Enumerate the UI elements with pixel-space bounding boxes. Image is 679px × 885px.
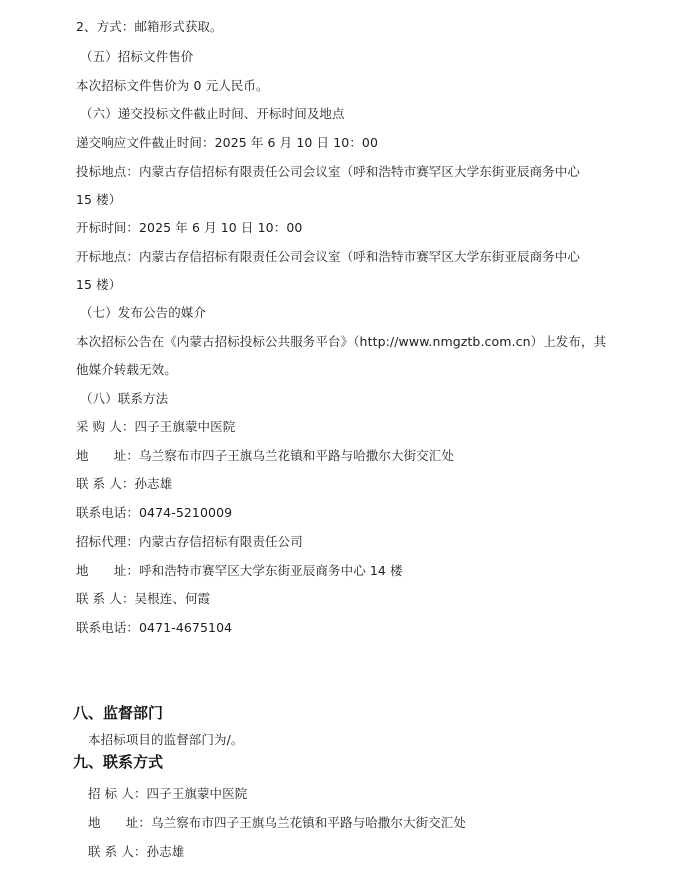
submission-deadline-line: 递交响应文件截止时间：2025 年 6 月 10 日 10：00 — [76, 135, 379, 150]
purchaser-contact-line: 联 系 人：孙志雄 — [76, 476, 173, 491]
tenderer-address-line: 地 址：乌兰察布市四子王旗乌兰花镇和平路与哈撒尔大街交汇处 — [88, 815, 467, 830]
agent-phone-line: 联系电话：0471-4675104 — [76, 620, 233, 635]
subheading-media: （七）发布公告的媒介 — [80, 305, 207, 320]
tenderer-contact-line: 联 系 人：孙志雄 — [88, 844, 185, 859]
subheading-deadline-location: （六）递交投标文件截止时间、开标时间及地点 — [80, 106, 345, 121]
agent-address-line: 地 址：呼和浩特市赛罕区大学东街亚辰商务中心 14 楼 — [76, 563, 403, 578]
opening-time-line: 开标时间：2025 年 6 月 10 日 10：00 — [76, 220, 303, 235]
purchaser-phone-line: 联系电话：0474-5210009 — [76, 505, 233, 520]
opening-location-line: 开标地点：内蒙古存信招标有限责任公司会议室（呼和浩特市赛罕区大学东街亚辰商务中心 — [76, 249, 581, 264]
section-8-body: 本招标项目的监督部门为/。 — [88, 732, 244, 747]
subheading-tender-price: （五）招标文件售价 — [80, 49, 194, 64]
delivery-method-line: 2、方式：邮箱形式获取。 — [76, 19, 223, 34]
tender-price-line: 本次招标文件售价为 0 元人民币。 — [76, 78, 269, 93]
opening-location-floor: 15 楼） — [76, 277, 122, 292]
subheading-contact: （八）联系方法 — [80, 391, 169, 406]
section-8-heading: 八、监督部门 — [73, 704, 164, 722]
media-announcement-line: 本次招标公告在《内蒙古招标投标公共服务平台》（http://www.nmgztb.com.cn）上发布，其 — [76, 334, 607, 349]
bid-location-floor: 15 楼） — [76, 192, 122, 207]
bid-location-line: 投标地点：内蒙古存信招标有限责任公司会议室（呼和浩特市赛罕区大学东街亚辰商务中心 — [76, 164, 581, 179]
section-9-heading: 九、联系方式 — [73, 753, 164, 771]
purchaser-line: 采 购 人：四子王旗蒙中医院 — [76, 419, 236, 434]
media-announcement-cont: 他媒介转载无效。 — [76, 362, 177, 377]
agent-line: 招标代理：内蒙古存信招标有限责任公司 — [76, 534, 303, 549]
purchaser-address-line: 地 址：乌兰察布市四子王旗乌兰花镇和平路与哈撒尔大街交汇处 — [76, 448, 455, 463]
tenderer-line: 招 标 人：四子王旗蒙中医院 — [88, 786, 248, 801]
agent-contact-line: 联 系 人：吴根连、何霞 — [76, 591, 211, 606]
